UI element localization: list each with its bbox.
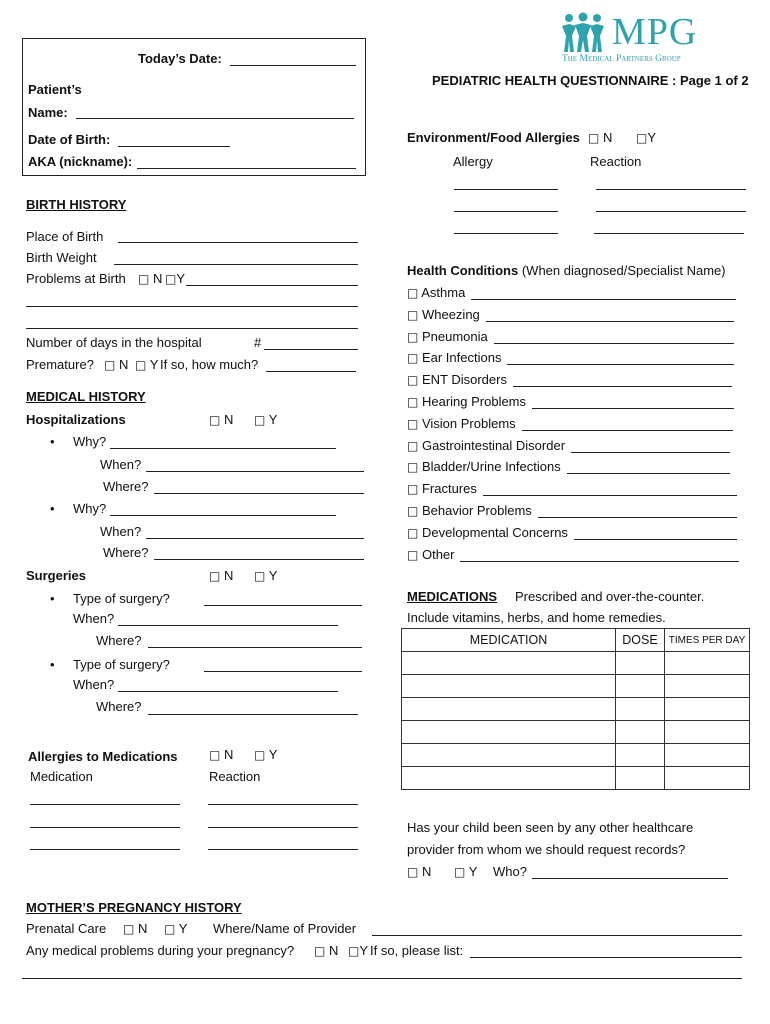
name-label: Name: [28,105,68,120]
checkbox-icon: □ [407,286,419,300]
option-label: Y [468,864,478,879]
option-label: N [137,921,148,936]
prenatal-n-option[interactable] [123,921,147,936]
dose-cell[interactable] [616,721,665,744]
hosp-where-field-1[interactable] [154,493,364,494]
checkbox-icon: □ [407,438,419,453]
health-condition-field[interactable] [486,321,734,322]
aka-label: AKA (nickname): [28,154,133,169]
records-y-option[interactable] [454,864,477,879]
checkbox-icon: □ [254,413,266,427]
surgery-when-label-2: When? [73,677,115,692]
option-label: N [328,943,339,958]
hosp-when-field-2[interactable] [146,538,364,539]
pregnancy-list-field[interactable] [470,957,742,958]
option-label: N [223,412,234,427]
problems-at-birth-label: Problems at Birth [26,271,126,286]
env-reaction-field-3[interactable] [594,233,744,234]
allergy-med-field-1[interactable] [30,804,180,805]
premature-y-option[interactable] [135,357,158,372]
mothers-pregnancy-heading: MOTHER’S PREGNANCY HISTORY [26,900,242,915]
table-header-row [402,629,750,652]
surgeries-n-option[interactable] [209,568,233,583]
checkbox-icon: □ [254,569,266,583]
health-condition-label: Asthma [421,285,466,300]
health-condition-item[interactable] [407,307,480,322]
health-condition-field[interactable] [574,539,737,540]
checkbox-icon: □ [407,525,419,540]
times-cell[interactable] [665,767,750,790]
dose-cell[interactable] [616,675,665,698]
dose-col-header: DOSE [616,629,665,652]
checkbox-icon: □ [135,358,147,372]
health-condition-field[interactable] [532,408,734,409]
health-condition-field[interactable] [483,495,737,496]
bullet: • [50,434,55,449]
name-field[interactable] [76,118,354,119]
env-allergies-n-option[interactable] [588,130,612,145]
surgery-type-field-1[interactable] [204,605,362,606]
table-row [402,744,750,767]
surgeries-y-option[interactable] [254,568,277,583]
option-label: Y [268,412,278,427]
premature-amount-field[interactable] [266,371,356,372]
health-condition-field[interactable] [522,430,733,431]
records-n-option[interactable] [407,864,431,879]
health-condition-field[interactable] [471,299,736,300]
times-cell[interactable] [665,744,750,767]
health-condition-field[interactable] [460,561,739,562]
option-label: Y [268,568,278,583]
medications-table [401,628,750,790]
checkbox-icon: □ [209,569,221,583]
medications-heading: MEDICATIONS [407,589,498,604]
premature-n-option[interactable] [104,357,128,372]
health-condition-label: Other [421,546,455,562]
dob-field[interactable] [118,146,230,147]
health-condition-item[interactable] [407,547,454,562]
records-question-1: Has your child been seen by any other healthcare [407,820,694,835]
bullet: • [50,657,55,672]
surgery-type-label-1: Type of surgery? [73,591,170,606]
health-condition-label: Pneumonia [421,328,488,344]
medication-col-header: MEDICATION [402,629,616,652]
logo [560,10,720,66]
table-row [402,652,750,675]
hosp-why-label-1: Why? [73,434,107,449]
health-condition-field[interactable] [567,473,730,474]
hosp-where-field-2[interactable] [154,559,364,560]
pregnancy-if-so-label: If so, please list: [370,943,464,958]
prenatal-care-label: Prenatal Care [26,921,107,936]
table-row [402,698,750,721]
pregnancy-problems-label: Any medical problems during your pregnancy? [26,943,295,958]
allergy-med-field-2[interactable] [30,827,180,828]
surgery-when-field-2[interactable] [118,691,338,692]
option-label: N [602,130,613,145]
hosp-where-label-1: Where? [103,479,149,494]
hosp-where-label-2: Where? [103,545,149,560]
env-food-allergies-label: Environment/Food Allergies [407,130,580,145]
health-condition-label: Wheezing [421,306,480,322]
health-condition-label: Bladder/Urine Infections [421,459,561,475]
dose-cell[interactable] [616,744,665,767]
surgery-where-field-2[interactable] [148,714,358,715]
option-label: Y [149,357,159,372]
records-who-field[interactable] [532,878,728,879]
hash-label: # [254,335,262,350]
problems-field-3[interactable] [26,328,358,329]
env-allergy-field-3[interactable] [454,233,558,234]
checkbox-icon: □ [164,922,176,936]
allergy-reaction-field-1[interactable] [208,804,358,805]
health-conditions-note: (When diagnosed/Specialist Name) [521,263,726,278]
checkbox-icon: □ [348,944,360,958]
checkbox-icon: □ [454,865,466,879]
problems-y-option[interactable] [165,271,185,286]
checkbox-icon: □ [588,131,600,145]
hospitalizations-label: Hospitalizations [26,412,126,427]
health-condition-label: Developmental Concerns [421,524,568,540]
checkbox-icon: □ [407,307,419,322]
checkbox-icon: □ [314,944,326,958]
times-cell[interactable] [665,675,750,698]
hosp-why-field-2[interactable] [110,515,336,516]
surgery-where-label-2: Where? [96,699,142,714]
option-label: N [223,568,234,583]
surgery-when-label-1: When? [73,611,115,626]
dob-label: Date of Birth: [28,132,111,147]
checkbox-icon: □ [138,272,150,286]
surgery-where-label-1: Where? [96,633,142,648]
health-condition-field[interactable] [494,343,734,344]
hospitalizations-n-option[interactable] [209,412,233,427]
hosp-why-field-1[interactable] [110,448,336,449]
option-label: Y [647,130,657,145]
health-condition-label: Fractures [421,481,477,497]
place-of-birth-label: Place of Birth [26,229,104,244]
health-condition-label: Hearing Problems [421,394,527,409]
dose-cell[interactable] [616,767,665,790]
checkbox-icon: □ [407,329,419,344]
checkbox-icon: □ [407,395,419,409]
birth-weight-label: Birth Weight [26,250,97,265]
allergies-meds-n-option[interactable] [209,747,233,762]
pregnancy-n-option[interactable] [314,943,338,958]
surgery-where-field-1[interactable] [148,647,362,648]
premature-label: Premature? [26,357,94,372]
health-condition-field[interactable] [538,517,737,518]
env-allergy-col-label: Allergy [453,154,493,169]
place-of-birth-field[interactable] [118,242,358,243]
health-condition-item[interactable] [407,438,565,453]
hosp-when-label-1: When? [100,457,142,472]
health-condition-item[interactable] [407,372,507,387]
env-allergy-field-1[interactable] [454,189,558,190]
health-condition-item[interactable] [407,459,561,474]
checkbox-icon: □ [104,358,116,372]
dose-cell[interactable] [616,652,665,675]
checkbox-icon: □ [407,482,419,497]
problems-n-option[interactable] [138,271,162,286]
health-condition-item[interactable] [407,503,532,518]
hospitalizations-y-option[interactable] [254,412,277,427]
checkbox-icon: □ [407,351,419,366]
where-provider-label: Where/Name of Provider [213,921,357,936]
times-cell[interactable] [665,652,750,675]
checkbox-icon: □ [165,272,177,286]
provider-field[interactable] [372,935,742,936]
medications-desc-2: Include vitamins, herbs, and home remedies. [407,610,666,625]
page-title: PEDIATRIC HEALTH QUESTIONNAIRE : Page 1 of 2 [432,73,749,88]
table-row [402,767,750,790]
medication-cell[interactable] [402,698,616,721]
surgeries-label: Surgeries [26,568,86,583]
times-per-day-col-header: TIMES PER DAY [665,629,750,652]
health-condition-item[interactable] [407,481,477,496]
checkbox-icon: □ [407,416,419,431]
patient-label: Patient’s [28,82,82,97]
pregnancy-list-field-2[interactable] [22,978,742,979]
health-condition-label: Ear Infections [421,350,502,366]
medication-cell[interactable] [402,767,616,790]
logo-text: MPG [612,11,698,53]
bullet: • [50,501,55,516]
health-condition-field[interactable] [507,364,734,365]
times-cell[interactable] [665,721,750,744]
env-allergies-y-option[interactable] [636,130,656,145]
checkbox-icon: □ [123,922,135,936]
allergy-medication-col-label: Medication [30,769,93,784]
option-label: N [152,271,163,286]
option-label: Y [176,271,186,286]
allergies-meds-y-option[interactable] [254,747,277,762]
checkbox-icon: □ [209,413,221,427]
todays-date-field[interactable] [230,65,356,66]
checkbox-icon: □ [636,131,648,145]
surgery-type-label-2: Type of surgery? [73,657,170,672]
env-reaction-col-label: Reaction [590,154,642,169]
health-condition-label: Behavior Problems [421,503,532,518]
checkbox-icon: □ [407,865,419,879]
birth-history-heading: BIRTH HISTORY [26,197,127,212]
allergy-reaction-field-2[interactable] [208,827,358,828]
allergies-to-medications-label: Allergies to Medications [28,749,178,764]
allergy-reaction-col-label: Reaction [209,769,261,784]
env-reaction-field-2[interactable] [596,211,746,212]
health-condition-label: Vision Problems [421,415,516,431]
option-label: Y [359,943,369,958]
allergy-med-field-3[interactable] [30,849,180,850]
hosp-when-label-2: When? [100,524,142,539]
surgery-type-field-2[interactable] [204,671,362,672]
problems-field-2[interactable] [26,306,358,307]
health-condition-field[interactable] [571,452,730,453]
days-in-hospital-label: Number of days in the hospital [26,335,202,350]
health-condition-item[interactable] [407,350,501,365]
table-row [402,675,750,698]
checkbox-icon: □ [407,547,419,562]
todays-date-label: Today’s Date: [138,51,222,66]
allergy-reaction-field-3[interactable] [208,849,358,850]
option-label: Y [268,747,278,762]
dose-cell[interactable] [616,698,665,721]
health-condition-item[interactable] [407,329,488,344]
logo-tagline: The Medical Partners Group [562,54,681,64]
premature-if-so-label: If so, how much? [160,357,259,372]
prenatal-y-option[interactable] [164,921,187,936]
aka-field[interactable] [137,168,356,169]
checkbox-icon: □ [254,748,266,762]
table-row [402,721,750,744]
hosp-why-label-2: Why? [73,501,107,516]
days-field[interactable] [264,349,358,350]
medication-cell[interactable] [402,721,616,744]
surgery-when-field-1[interactable] [118,625,338,626]
checkbox-icon: □ [407,373,419,388]
times-cell[interactable] [665,698,750,721]
health-condition-item[interactable] [407,394,526,409]
option-label: Y [178,921,188,936]
option-label: N [223,747,234,762]
medication-cell[interactable] [402,652,616,675]
records-who-label: Who? [493,864,527,879]
medical-history-heading: MEDICAL HISTORY [26,389,146,404]
bullet: • [50,591,55,606]
health-condition-label: Gastrointestinal Disorder [421,437,566,453]
health-conditions-label: Health Conditions [407,263,519,278]
records-question-2: provider from whom we should request records? [407,842,686,857]
env-allergy-field-2[interactable] [454,211,558,212]
checkbox-icon: □ [407,504,419,518]
medication-cell[interactable] [402,744,616,767]
medications-desc-1: Prescribed and over-the-counter. [515,589,705,604]
option-label: N [421,864,432,879]
option-label: N [118,357,129,372]
health-condition-field[interactable] [513,386,732,387]
problems-field[interactable] [186,285,358,286]
health-condition-label: ENT Disorders [421,372,507,388]
health-condition-item[interactable] [407,285,465,300]
health-condition-item[interactable] [407,525,568,540]
checkbox-icon: □ [407,460,419,475]
mpg-people-icon [560,12,606,54]
env-reaction-field-1[interactable] [596,189,746,190]
medication-cell[interactable] [402,675,616,698]
health-condition-item[interactable] [407,416,516,431]
hosp-when-field-1[interactable] [146,471,364,472]
birth-weight-field[interactable] [114,264,358,265]
health-conditions-heading [407,263,726,278]
checkbox-icon: □ [209,748,221,762]
pregnancy-y-option[interactable] [348,943,368,958]
